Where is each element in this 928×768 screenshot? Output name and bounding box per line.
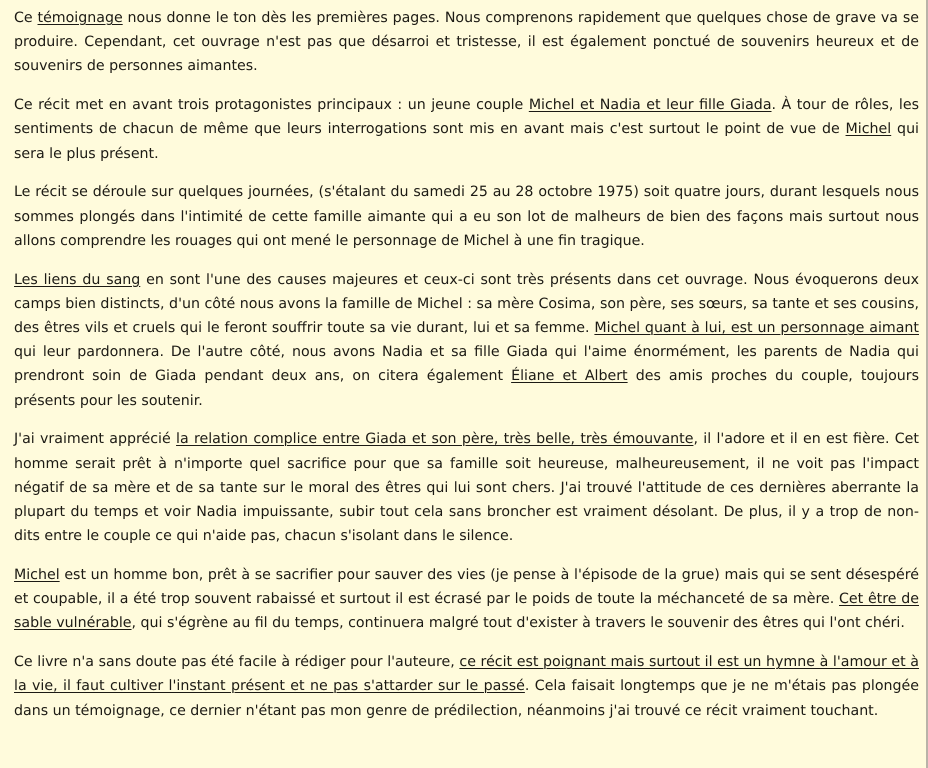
- underlined-phrase: Michel quant à lui, est un personnage aimant: [594, 320, 919, 337]
- text-run: , qui s'égrène au fil du temps, continuera malgré tout d'exister à travers le souvenir des êtres qui l'ont chéri.: [131, 615, 905, 632]
- underlined-phrase: ce récit est poignant mais surtout il est un hymne à l'amour et à la vie, il faut cultiver l'instant présent et ne pas s'attarder sur le passé: [14, 654, 920, 695]
- underlined-phrase: témoignage: [37, 10, 123, 26]
- paragraph-family-ties: [14, 268, 919, 413]
- text-run: nous donne le ton dès les premières pages. Nous comprenons rapidement que quelques chose de grave va se produire. Cependant, cet ouvrage n'est pas que désarroi et tristesse, il est également ponctué de souvenirs heureux et de souvenirs de personnes aimantes.: [14, 10, 919, 75]
- text-run: J'ai vraiment apprécié: [14, 431, 177, 448]
- text-run: Ce: [14, 10, 38, 26]
- text-run: est un homme bon, prêt à se sacrifier pour sauver des vies (je pense à l'épisode de la grue) mais qui se sent désespéré et coupable, il a été trop souvent rabaissé et surtout il est écrasé par le poids de toute la méchanceté de sa mère.: [14, 567, 919, 608]
- underlined-phrase: Cet être de sable vulnérable: [14, 591, 919, 632]
- paragraph-intro: [14, 6, 919, 79]
- underlined-phrase: Michel: [14, 567, 60, 584]
- text-run: qui sera le plus présent.: [14, 121, 920, 162]
- underlined-phrase: la relation complice entre Giada et son père, très belle, très émouvante: [176, 431, 694, 448]
- paragraph-protagonists: [14, 93, 919, 166]
- text-run: qui leur pardonnera. De l'autre côté, nous avons Nadia et sa fille Giada qui l'aime énormément, les parents de Nadia qui prendront soin de Giada pendant deux ans, on citera également: [14, 344, 919, 385]
- paragraph-father-daughter: [14, 427, 919, 548]
- paragraph-michel: [14, 563, 919, 636]
- text-run: . Cela faisait longtemps que je ne m'étais pas plongée dans un témoignage, ce dernier n'étant pas mon genre de prédilection, néanmoins j'ai trouvé ce récit vraiment touchant.: [14, 678, 919, 719]
- text-run: , il l'adore et il en est fière. Cet homme serait prêt à n'importe quel sacrifice pour que sa famille soit heureuse, malheureusement, il ne voit pas l'impact négatif de sa mère et de sa tante sur le moral des êtres qui lui sont chers. J'ai trouvé l'attitude de ces dernières aberrante la plupart du temps et voir Nadia impuissante, subir tout cela sans broncher est vraiment désolant. De plus, il y a trop de non-dits entre le couple ce qui n'aide pas, chacun s'isolant dans le silence.: [14, 431, 919, 545]
- paragraph-timeline: [14, 180, 919, 253]
- text-run: Ce récit met en avant trois protagonistes principaux : un jeune couple: [14, 97, 529, 114]
- underlined-phrase: Éliane et Albert: [511, 368, 628, 385]
- text-run: Le récit se déroule sur quelques journées, (s'étalant du samedi 25 au 28 octobre 1975) soit quatre jours, durant lesquels nous sommes plongés dans l'intimité de cette famille aimante qui a eu son lot de malheurs de bien des façons mais surtout nous allons comprendre les rouages qui ont mené le personnage de Michel à une fin tragique.: [14, 184, 919, 249]
- text-run: Ce livre n'a sans doute pas été facile à rédiger pour l'auteure,: [14, 654, 460, 671]
- paragraph-conclusion: [14, 650, 919, 723]
- text-run: des amis proches du couple, toujours présents pour les soutenir.: [14, 368, 919, 409]
- text-run: . À tour de rôles, les sentiments de chacun de même que leurs interrogations sont mis en avant mais c'est surtout le point de vue de: [14, 97, 919, 138]
- underlined-phrase: Les liens du sang: [14, 271, 141, 288]
- underlined-phrase: Michel: [845, 121, 892, 138]
- text-run: en sont l'une des causes majeures et ceux-ci sont très présents dans cet ouvrage. Nous évoquerons deux camps bien distincts, d'un côté nous avons la famille de Michel : sa mère Cosima, son père, ses sœurs, sa tante et ses cousins, des êtres vils et cruels qui le feront souffrir toute sa vie durant, lui et sa femme.: [14, 271, 919, 337]
- underlined-phrase: Michel et Nadia et leur fille Giada: [528, 97, 772, 114]
